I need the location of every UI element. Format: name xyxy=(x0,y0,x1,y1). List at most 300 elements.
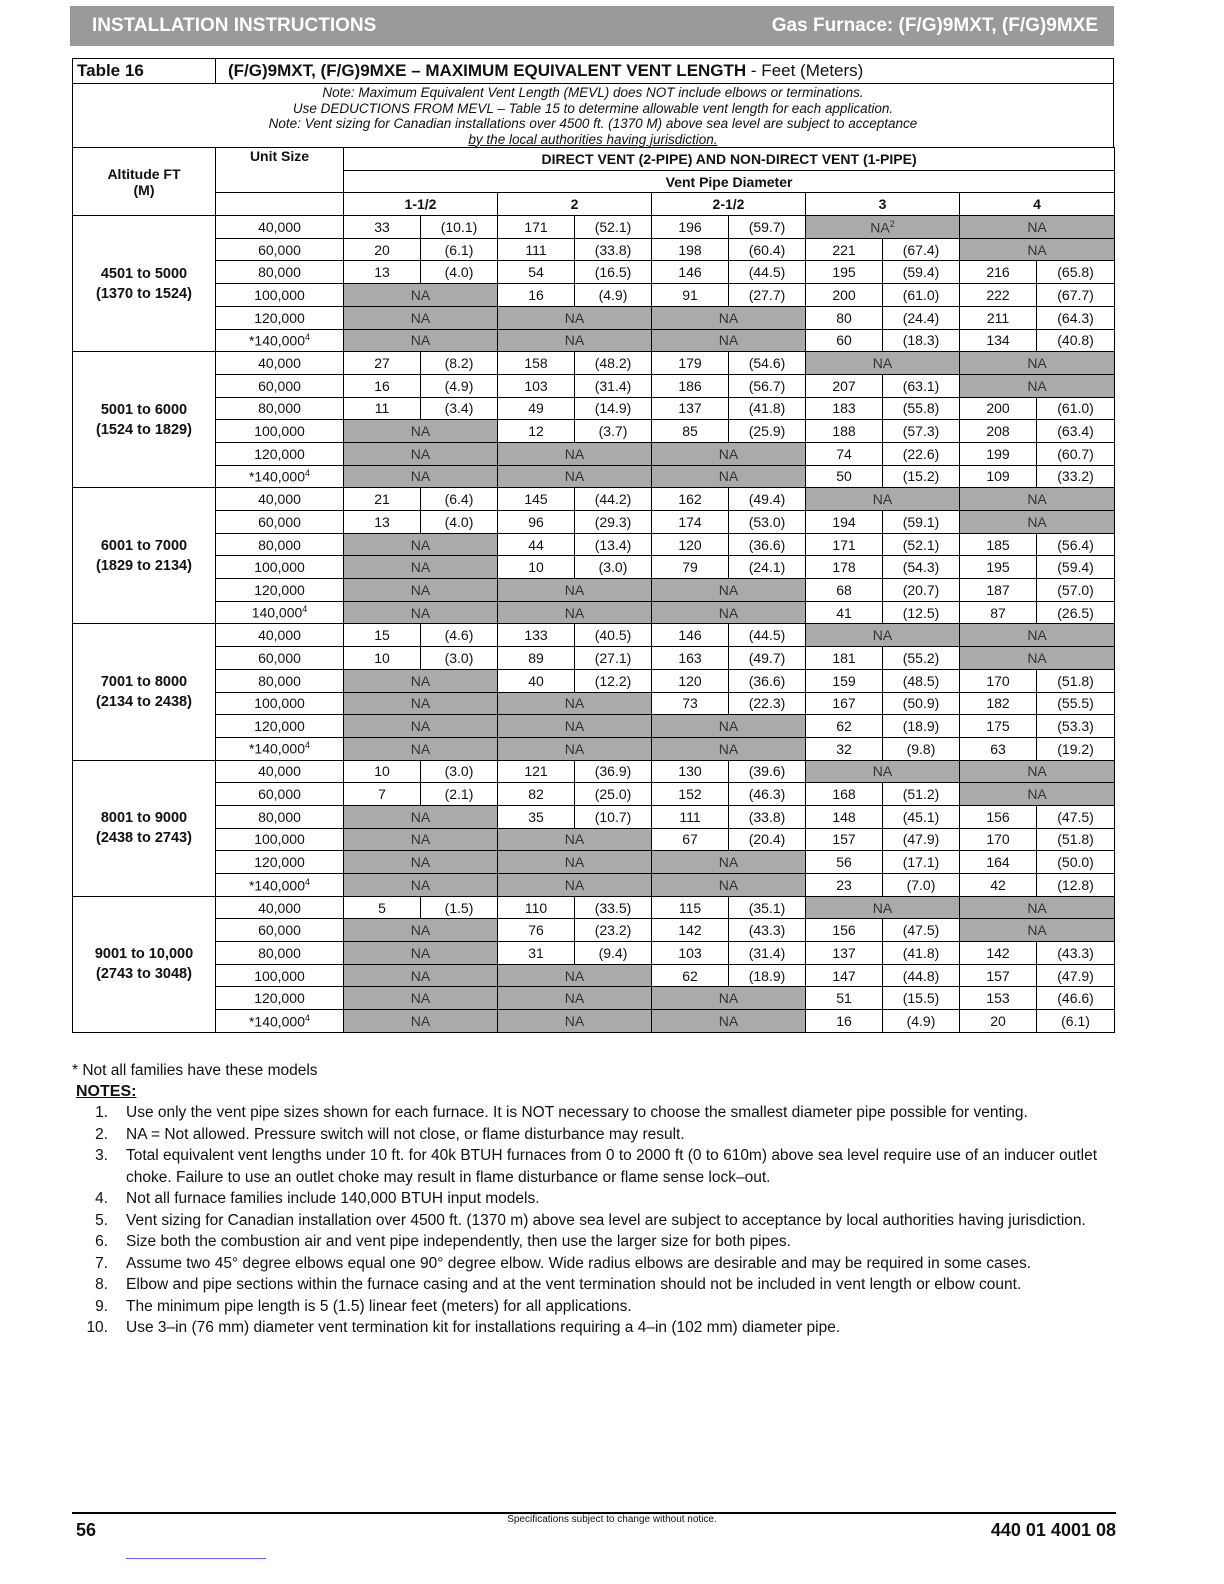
value-feet: 76 xyxy=(498,919,575,942)
unit-size: 60,000 xyxy=(216,238,344,261)
table-row xyxy=(73,352,1115,375)
value-feet: 74 xyxy=(806,442,883,465)
value-meters: (59.4) xyxy=(883,261,960,284)
unit-size: 40,000 xyxy=(216,488,344,511)
unit-size: 100,000 xyxy=(216,556,344,579)
value-feet: 31 xyxy=(498,942,575,965)
table-row xyxy=(73,601,1115,624)
value-feet: 162 xyxy=(652,488,729,511)
table-note-1: Note: Maximum Equivalent Vent Length (MEVL) does NOT include elbows or terminations. xyxy=(322,85,864,100)
value-meters: (43.3) xyxy=(729,919,806,942)
value-feet: 168 xyxy=(806,783,883,806)
value-feet: 208 xyxy=(960,420,1037,443)
na-cell: NA xyxy=(344,556,498,579)
unit-size: 120,000 xyxy=(216,851,344,874)
value-meters: (12.8) xyxy=(1037,874,1115,897)
value-meters: (46.6) xyxy=(1037,987,1115,1010)
na-cell: NA xyxy=(652,329,806,352)
value-meters: (55.2) xyxy=(883,647,960,670)
table-row xyxy=(73,669,1115,692)
note-item xyxy=(76,1145,1120,1188)
header-diameter-4: 3 xyxy=(806,193,960,216)
value-feet: 120 xyxy=(652,533,729,556)
value-feet: 73 xyxy=(652,692,729,715)
header-vent-type: DIRECT VENT (2-PIPE) AND NON-DIRECT VENT (1-PIPE) xyxy=(344,148,1115,171)
na-cell: NA xyxy=(498,692,652,715)
value-feet: 54 xyxy=(498,261,575,284)
na-cell: NA xyxy=(652,306,806,329)
value-feet: 145 xyxy=(498,488,575,511)
table-row xyxy=(73,238,1115,261)
na-cell: NA xyxy=(498,306,652,329)
value-feet: 137 xyxy=(806,942,883,965)
value-feet: 175 xyxy=(960,715,1037,738)
value-feet: 103 xyxy=(498,374,575,397)
value-meters: (4.9) xyxy=(883,1010,960,1033)
value-feet: 62 xyxy=(806,715,883,738)
value-meters: (1.5) xyxy=(421,896,498,919)
value-meters: (4.0) xyxy=(421,511,498,534)
value-feet: 194 xyxy=(806,511,883,534)
value-meters: (18.3) xyxy=(883,329,960,352)
value-meters: (17.1) xyxy=(883,851,960,874)
table-notes xyxy=(72,83,1114,147)
value-meters: (54.6) xyxy=(729,352,806,375)
table-row xyxy=(73,284,1115,307)
value-feet: 146 xyxy=(652,624,729,647)
table-row xyxy=(73,488,1115,511)
value-feet: 178 xyxy=(806,556,883,579)
value-feet: 174 xyxy=(652,511,729,534)
note-text: Vent sizing for Canadian installation over 4500 ft. (1370 m) above sea level are subject to acceptance by local authorities having jurisdiction. xyxy=(126,1211,1086,1229)
value-feet: 199 xyxy=(960,442,1037,465)
value-feet: 156 xyxy=(806,919,883,942)
header-diameter-2: 2 xyxy=(498,193,652,216)
table-row xyxy=(73,874,1115,897)
table-row xyxy=(73,306,1115,329)
na-cell: NA xyxy=(806,760,960,783)
value-feet: 152 xyxy=(652,783,729,806)
na-cell: NA xyxy=(344,919,498,942)
unit-size: 80,000 xyxy=(216,805,344,828)
unit-size: 40,000 xyxy=(216,216,344,239)
na-cell: $NA^2$ xyxy=(806,216,960,239)
note-text: NA = Not allowed. Pressure switch will not close, or flame disturbance may result. xyxy=(126,1125,685,1143)
value-feet: 188 xyxy=(806,420,883,443)
value-feet: 110 xyxy=(498,896,575,919)
value-meters: (36.6) xyxy=(729,669,806,692)
na-cell: NA xyxy=(344,533,498,556)
value-meters: (27.7) xyxy=(729,284,806,307)
table-row xyxy=(73,760,1115,783)
value-meters: (33.5) xyxy=(575,896,652,919)
value-feet: 198 xyxy=(652,238,729,261)
table-title-row xyxy=(72,58,1114,83)
value-feet: 44 xyxy=(498,533,575,556)
na-cell: NA xyxy=(344,874,498,897)
note-item xyxy=(76,1296,1120,1318)
table-row xyxy=(73,261,1115,284)
na-cell: NA xyxy=(498,715,652,738)
value-feet: 167 xyxy=(806,692,883,715)
value-feet: 32 xyxy=(806,737,883,760)
value-meters: (36.6) xyxy=(729,533,806,556)
note-text: Elbow and pipe sections within the furnace casing and at the vent termination should not be included in vent length or elbow count. xyxy=(126,1276,1022,1293)
na-cell: NA xyxy=(652,1010,806,1033)
header-altitude: Altitude FT (M) xyxy=(73,148,216,216)
na-cell: NA xyxy=(498,737,652,760)
value-feet: 96 xyxy=(498,511,575,534)
value-meters: (47.9) xyxy=(1037,964,1115,987)
altitude-range: 7001 to 8000 (2134 to 2438) xyxy=(73,624,216,760)
na-cell: NA xyxy=(344,442,498,465)
value-feet: 170 xyxy=(960,828,1037,851)
note-text: Assume two 45° degree elbows equal one 90° degree elbow. Wide radius elbows are desirable and may be required in some cases. xyxy=(126,1254,1032,1272)
altitude-range: 6001 to 7000 (1829 to 2134) xyxy=(73,488,216,624)
value-meters: (33.8) xyxy=(575,238,652,261)
table-note-2: Use DEDUCTIONS FROM MEVL – Table 15 to determine allowable vent length for each application. xyxy=(292,100,894,116)
notes-title: NOTES: xyxy=(76,1083,137,1100)
value-meters: (2.1) xyxy=(421,783,498,806)
value-meters: (53.0) xyxy=(729,511,806,534)
unit-size: 40,000 xyxy=(216,624,344,647)
value-meters: (40.8) xyxy=(1037,329,1115,352)
value-meters: (15.5) xyxy=(883,987,960,1010)
value-meters: (60.7) xyxy=(1037,442,1115,465)
table-row xyxy=(73,896,1115,919)
value-feet: 142 xyxy=(960,942,1037,965)
value-meters: (52.1) xyxy=(883,533,960,556)
value-meters: (9.4) xyxy=(575,942,652,965)
table-row xyxy=(73,942,1115,965)
value-meters: (51.8) xyxy=(1037,669,1115,692)
na-cell: NA xyxy=(960,238,1115,261)
value-feet: 50 xyxy=(806,465,883,488)
value-meters: (44.5) xyxy=(729,261,806,284)
value-feet: 13 xyxy=(344,511,421,534)
na-cell: NA xyxy=(344,1010,498,1033)
value-meters: (3.0) xyxy=(421,647,498,670)
na-cell: NA xyxy=(344,964,498,987)
value-meters: (59.4) xyxy=(1037,556,1115,579)
value-feet: 87 xyxy=(960,601,1037,624)
value-feet: 40 xyxy=(498,669,575,692)
unit-size: 120,000 xyxy=(216,715,344,738)
table-note-4: by the local authorities having jurisdiction. xyxy=(468,131,718,147)
value-meters: (40.5) xyxy=(575,624,652,647)
value-meters: (48.2) xyxy=(575,352,652,375)
page-number: 56 xyxy=(76,1520,97,1540)
value-meters: (50.0) xyxy=(1037,851,1115,874)
table-row xyxy=(73,828,1115,851)
note-number: 8. xyxy=(95,1276,108,1293)
value-feet: 21 xyxy=(344,488,421,511)
table-row xyxy=(73,715,1115,738)
value-meters: (10.1) xyxy=(421,216,498,239)
na-cell: NA xyxy=(960,783,1115,806)
value-feet: 10 xyxy=(498,556,575,579)
altitude-range: 8001 to 9000 (2438 to 2743) xyxy=(73,760,216,896)
value-feet: 16 xyxy=(806,1010,883,1033)
na-cell: NA xyxy=(960,216,1115,239)
value-meters: (55.8) xyxy=(883,397,960,420)
note-item xyxy=(76,1210,1120,1232)
value-feet: 91 xyxy=(652,284,729,307)
table-row xyxy=(73,737,1115,760)
decorative-line xyxy=(126,1558,266,1559)
value-meters: (14.9) xyxy=(575,397,652,420)
note-text: Use 3–in (76 mm) diameter vent termination kit for installations requiring a 4–in (102 mm) diameter pipe. xyxy=(126,1319,841,1336)
value-feet: 164 xyxy=(960,851,1037,874)
value-meters: (53.3) xyxy=(1037,715,1115,738)
unit-size: 100,000 xyxy=(216,692,344,715)
value-meters: (22.3) xyxy=(729,692,806,715)
na-cell: NA xyxy=(652,715,806,738)
value-meters: (23.2) xyxy=(575,919,652,942)
value-meters: (24.4) xyxy=(883,306,960,329)
unit-size: 60,000 xyxy=(216,919,344,942)
note-item xyxy=(76,1231,1120,1253)
na-cell: NA xyxy=(806,624,960,647)
na-cell: NA xyxy=(652,579,806,602)
value-meters: (12.2) xyxy=(575,669,652,692)
value-feet: 216 xyxy=(960,261,1037,284)
unit-size: 80,000 xyxy=(216,669,344,692)
value-meters: (4.9) xyxy=(575,284,652,307)
value-meters: (4.6) xyxy=(421,624,498,647)
note-text: Use only the vent pipe sizes shown for each furnace. It is NOT necessary to choose the smallest diameter pipe possible for venting. xyxy=(126,1104,1028,1121)
notes-list xyxy=(76,1102,1120,1339)
na-cell: NA xyxy=(344,737,498,760)
table-row xyxy=(73,216,1115,239)
table-row xyxy=(73,624,1115,647)
value-feet: 196 xyxy=(652,216,729,239)
value-meters: (44.2) xyxy=(575,488,652,511)
na-cell: NA xyxy=(960,647,1115,670)
unit-size: 80,000 xyxy=(216,261,344,284)
value-meters: (25.9) xyxy=(729,420,806,443)
unit-size: 80,000 xyxy=(216,397,344,420)
altitude-range: 4501 to 5000 (1370 to 1524) xyxy=(73,216,216,352)
unit-size: 40,000 xyxy=(216,760,344,783)
table-row xyxy=(73,987,1115,1010)
value-feet: 200 xyxy=(960,397,1037,420)
value-feet: 195 xyxy=(960,556,1037,579)
value-meters: (46.3) xyxy=(729,783,806,806)
unit-size: 60,000 xyxy=(216,783,344,806)
na-cell: NA xyxy=(652,442,806,465)
value-feet: 49 xyxy=(498,397,575,420)
note-item xyxy=(76,1124,1120,1146)
value-meters: (47.9) xyxy=(883,828,960,851)
note-number: 10. xyxy=(86,1319,108,1336)
na-cell: NA xyxy=(344,465,498,488)
header-diameter-1: 1-1/2 xyxy=(344,193,498,216)
value-feet: 33 xyxy=(344,216,421,239)
value-meters: (67.7) xyxy=(1037,284,1115,307)
value-feet: 121 xyxy=(498,760,575,783)
na-cell: NA xyxy=(652,874,806,897)
table-row xyxy=(73,397,1115,420)
note-number: 3. xyxy=(95,1147,108,1164)
value-meters: (41.8) xyxy=(729,397,806,420)
na-cell: NA xyxy=(344,329,498,352)
value-feet: 133 xyxy=(498,624,575,647)
value-feet: 20 xyxy=(960,1010,1037,1033)
unit-size: 60,000 xyxy=(216,647,344,670)
value-meters: (49.4) xyxy=(729,488,806,511)
header-right: Gas Furnace: (F/G)9MXT, (F/G)9MXE xyxy=(771,15,1098,36)
na-cell: NA xyxy=(806,352,960,375)
na-cell: NA xyxy=(344,669,498,692)
value-meters: (56.4) xyxy=(1037,533,1115,556)
value-meters: (31.4) xyxy=(729,942,806,965)
table-row xyxy=(73,692,1115,715)
na-cell: NA xyxy=(344,987,498,1010)
na-cell: NA xyxy=(652,987,806,1010)
na-cell: NA xyxy=(498,601,652,624)
note-number: 6. xyxy=(95,1233,108,1250)
value-meters: (59.7) xyxy=(729,216,806,239)
table-row xyxy=(73,647,1115,670)
value-meters: (61.0) xyxy=(1037,397,1115,420)
value-meters: (55.5) xyxy=(1037,692,1115,715)
value-feet: 15 xyxy=(344,624,421,647)
na-cell: NA xyxy=(344,579,498,602)
value-meters: (3.4) xyxy=(421,397,498,420)
unit-size: *140,000$^4$ xyxy=(216,737,344,760)
value-feet: 109 xyxy=(960,465,1037,488)
value-meters: (49.7) xyxy=(729,647,806,670)
na-cell: NA xyxy=(498,465,652,488)
na-cell: NA xyxy=(498,964,652,987)
unit-size: 120,000 xyxy=(216,987,344,1010)
value-feet: 142 xyxy=(652,919,729,942)
value-meters: (43.3) xyxy=(1037,942,1115,965)
value-feet: 137 xyxy=(652,397,729,420)
table-row xyxy=(73,374,1115,397)
value-meters: (18.9) xyxy=(729,964,806,987)
value-feet: 27 xyxy=(344,352,421,375)
value-feet: 79 xyxy=(652,556,729,579)
value-feet: 82 xyxy=(498,783,575,806)
na-cell: NA xyxy=(652,601,806,624)
note-number: 4. xyxy=(95,1190,108,1207)
value-feet: 170 xyxy=(960,669,1037,692)
unit-size: *140,000$^4$ xyxy=(216,874,344,897)
value-meters: (6.1) xyxy=(1037,1010,1115,1033)
table-row xyxy=(73,919,1115,942)
vent-length-table-section xyxy=(72,58,1114,1033)
na-cell: NA xyxy=(498,442,652,465)
unit-size: 40,000 xyxy=(216,896,344,919)
table-row xyxy=(73,1010,1115,1033)
value-feet: 186 xyxy=(652,374,729,397)
table-label: Table 16 xyxy=(73,59,216,83)
value-feet: 68 xyxy=(806,579,883,602)
value-meters: (63.1) xyxy=(883,374,960,397)
value-meters: (39.6) xyxy=(729,760,806,783)
vent-length-table xyxy=(72,147,1115,1033)
value-meters: (47.5) xyxy=(883,919,960,942)
table-row xyxy=(73,783,1115,806)
value-feet: 11 xyxy=(344,397,421,420)
table-row xyxy=(73,851,1115,874)
table-row xyxy=(73,511,1115,534)
unit-size: 60,000 xyxy=(216,511,344,534)
value-meters: (13.4) xyxy=(575,533,652,556)
value-feet: 130 xyxy=(652,760,729,783)
altitude-range: 9001 to 10,000 (2743 to 3048) xyxy=(73,896,216,1032)
table-title: (F/G)9MXT, (F/G)9MXE – MAXIMUM EQUIVALENT VENT LENGTH - Feet (Meters) xyxy=(228,61,864,80)
na-cell: NA xyxy=(344,715,498,738)
value-meters: (4.9) xyxy=(421,374,498,397)
unit-size: 100,000 xyxy=(216,828,344,851)
na-cell: NA xyxy=(652,737,806,760)
value-feet: 60 xyxy=(806,329,883,352)
table-row xyxy=(73,556,1115,579)
value-feet: 42 xyxy=(960,874,1037,897)
value-feet: 195 xyxy=(806,261,883,284)
na-cell: NA xyxy=(344,284,498,307)
value-feet: 16 xyxy=(344,374,421,397)
table-row xyxy=(73,533,1115,556)
value-feet: 183 xyxy=(806,397,883,420)
value-meters: (33.2) xyxy=(1037,465,1115,488)
value-meters: (67.4) xyxy=(883,238,960,261)
value-feet: 120 xyxy=(652,669,729,692)
value-feet: 80 xyxy=(806,306,883,329)
value-feet: 20 xyxy=(344,238,421,261)
unit-size: 140,000$^4$ xyxy=(216,601,344,624)
value-meters: (48.5) xyxy=(883,669,960,692)
value-feet: 182 xyxy=(960,692,1037,715)
value-meters: (65.8) xyxy=(1037,261,1115,284)
value-meters: (56.7) xyxy=(729,374,806,397)
value-meters: (52.1) xyxy=(575,216,652,239)
value-meters: (57.3) xyxy=(883,420,960,443)
na-cell: NA xyxy=(806,896,960,919)
value-feet: 111 xyxy=(498,238,575,261)
value-feet: 147 xyxy=(806,964,883,987)
unit-size: 100,000 xyxy=(216,284,344,307)
value-feet: 16 xyxy=(498,284,575,307)
table-row xyxy=(73,805,1115,828)
note-text: Total equivalent vent lengths under 10 ft. for 40k BTUH furnaces from 0 to 2000 ft (0 to 610m) above sea level require use of an inducer outlet choke. Failure to use an outlet choke may result in flame disturbance or flame sense lock–out. xyxy=(126,1147,1098,1186)
note-number: 5. xyxy=(95,1211,108,1229)
value-meters: (31.4) xyxy=(575,374,652,397)
na-cell: NA xyxy=(960,624,1115,647)
value-meters: (9.8) xyxy=(883,737,960,760)
unit-size: 40,000 xyxy=(216,352,344,375)
na-cell: NA xyxy=(344,828,498,851)
unit-size: 80,000 xyxy=(216,533,344,556)
value-feet: 207 xyxy=(806,374,883,397)
table-row xyxy=(73,442,1115,465)
value-meters: (8.2) xyxy=(421,352,498,375)
value-meters: (33.8) xyxy=(729,805,806,828)
header-left: INSTALLATION INSTRUCTIONS xyxy=(92,15,377,36)
na-cell: NA xyxy=(960,488,1115,511)
value-feet: 89 xyxy=(498,647,575,670)
value-feet: 181 xyxy=(806,647,883,670)
value-feet: 146 xyxy=(652,261,729,284)
value-feet: 148 xyxy=(806,805,883,828)
na-cell: NA xyxy=(344,601,498,624)
note-text: Size both the combustion air and vent pipe independently, then use the larger size for both pipes. xyxy=(126,1233,791,1250)
value-feet: 179 xyxy=(652,352,729,375)
value-meters: (25.0) xyxy=(575,783,652,806)
